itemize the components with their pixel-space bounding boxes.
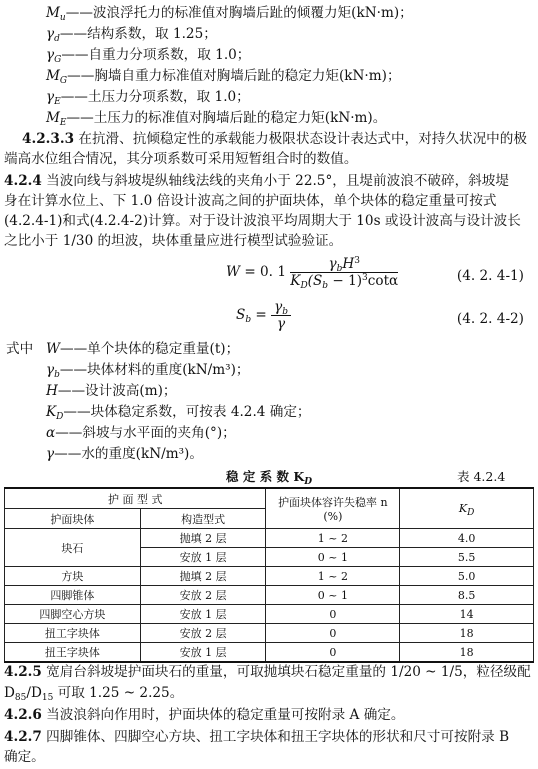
definition-item: $M_u——$波浪浮托力的标准值对胸墙后趾的倾覆力矩(kN·m)； bbox=[46, 5, 413, 23]
where-label: 式中 bbox=[6, 341, 34, 357]
section-4-2-3-3-line2: 端高水位组合情况，其分项系数可采用短暂组合时的数值。 bbox=[4, 151, 358, 167]
cell-kd: 18 bbox=[400, 624, 534, 643]
section-4-2-7-line1 bbox=[4, 728, 509, 747]
equation-4-2-4-2: $S_b$ = $\frac{\gamma_b}{\gamma}$ bbox=[236, 299, 291, 332]
equation-number: (4. 2. 4-2) bbox=[456, 311, 524, 327]
cell-kd: 8.5 bbox=[400, 586, 534, 605]
definition-item: $M_G——$胸墙自重力标准值对胸墙后趾的稳定力矩(kN·m)； bbox=[46, 68, 401, 86]
table-row bbox=[5, 567, 534, 586]
cell-structure: 抛填 2 层 bbox=[140, 567, 266, 586]
cell-structure: 安放 2 层 bbox=[140, 624, 266, 643]
header-group: 护 面 型 式 bbox=[5, 488, 266, 509]
table-row bbox=[5, 605, 534, 624]
cell-block: 方块 bbox=[5, 567, 141, 586]
section-number: 4.2.7 bbox=[4, 729, 42, 745]
table-row bbox=[5, 643, 534, 663]
eq-denominator: $K_D(S_b - 1)^3\cot\alpha$ bbox=[290, 273, 399, 291]
definition-item: α——斜坡与水平面的夹角(°)； bbox=[46, 425, 236, 441]
cell-kd: 18 bbox=[400, 643, 534, 663]
cell-block: 四脚锥体 bbox=[5, 586, 141, 605]
cell-structure: 安放 1 层 bbox=[140, 605, 266, 624]
cell-rate: 0 ~ 1 bbox=[266, 548, 400, 567]
eq-coef: = 0. 1 bbox=[244, 264, 286, 280]
definition-item: W——单个块体的稳定重量(t)； bbox=[46, 341, 240, 357]
definition-item: $\gamma_G——$自重力分项系数，取 1.0； bbox=[46, 47, 251, 65]
cell-rate: 0 bbox=[266, 624, 400, 643]
table-row bbox=[5, 586, 534, 605]
cell-kd: 5.5 bbox=[400, 548, 534, 567]
section-4-2-4-line1 bbox=[4, 172, 509, 191]
cell-structure: 安放 1 层 bbox=[140, 643, 266, 663]
paragraph-text: 宽肩台斜坡堤护面块石的重量，可取抛填块石稳定重量的 1/20 ~ 1/5，粒径级配 bbox=[46, 664, 531, 680]
definition-item: H——设计波高(m)； bbox=[46, 383, 177, 399]
section-4-2-7-line2: 确定。 bbox=[4, 749, 45, 765]
section-4-2-5-line1 bbox=[4, 663, 531, 682]
cell-structure: 安放 1 层 bbox=[140, 548, 266, 567]
cell-rate: 0 bbox=[266, 643, 400, 663]
cell-rate: 0 bbox=[266, 605, 400, 624]
table-title: 稳 定 系 数 $K_D$ bbox=[226, 469, 313, 487]
eq-numerator: $\gamma_bH^3$ bbox=[290, 256, 398, 273]
header-block: 护面块体 bbox=[5, 509, 141, 529]
eq-fraction: $\frac{\gamma_b}{\gamma}$ bbox=[271, 299, 291, 332]
section-4-2-4-line3: (4.2.4-1)和式(4.2.4-2)计算。对于设计波浪平均周期大于 10s 或设计波高与设计波长 bbox=[4, 213, 521, 229]
section-4-2-6 bbox=[4, 706, 404, 725]
definition-item: γ——水的重度(kN/m³)。 bbox=[46, 446, 203, 462]
section-4-2-3-3-line1 bbox=[22, 130, 527, 149]
section-number: 4.2.4 bbox=[4, 173, 42, 189]
section-number: 4.2.3.3 bbox=[22, 131, 75, 147]
equation-number: (4. 2. 4-1) bbox=[456, 268, 524, 284]
table-number: 表 4.2.4 bbox=[457, 469, 506, 484]
section-4-2-4-line4: 之比小于 1/30 的坦波，块体重量应进行模型试验验证。 bbox=[4, 233, 343, 249]
eq-fraction bbox=[290, 256, 398, 289]
eq-lhs: W bbox=[226, 264, 240, 280]
section-4-2-5-line2: $D_{85}/D_{15}$ 可取 1.25 ~ 2.25。 bbox=[4, 685, 184, 703]
cell-block: 扭工字块体 bbox=[5, 624, 141, 643]
header-rate: 护面块体容许失稳率 n (%) bbox=[266, 488, 400, 529]
cell-block: 四脚空心方块 bbox=[5, 605, 141, 624]
table-row bbox=[5, 624, 534, 643]
cell-structure: 安放 2 层 bbox=[140, 586, 266, 605]
section-number: 4.2.6 bbox=[4, 707, 42, 723]
section-4-2-4-line2: 身在计算水位上、下 1.0 倍设计波高之间的护面块体，单个块体的稳定重量可按式 bbox=[4, 193, 497, 209]
cell-rate: 0 ~ 1 bbox=[266, 586, 400, 605]
cell-block: 扭王字块体 bbox=[5, 643, 141, 663]
cell-kd: 5.0 bbox=[400, 567, 534, 586]
header-structure: 构造型式 bbox=[140, 509, 266, 529]
cell-block: 块石 bbox=[5, 529, 141, 567]
definition-item: $M_E——$土压力的标准值对胸墙后趾的稳定力矩(kN·m)。 bbox=[46, 110, 387, 128]
cell-kd: 4.0 bbox=[400, 529, 534, 548]
paragraph-text: 当波向线与斜坡堤纵轴线法线的夹角小于 22.5°，且堤前波浪不破碎，斜坡堤 bbox=[46, 173, 509, 189]
definition-item: $\gamma_d——$结构系数，取 1.25； bbox=[46, 26, 217, 44]
paragraph-text: 当波浪斜向作用时，护面块体的稳定重量可按附录 A 确定。 bbox=[46, 707, 405, 723]
paragraph-text: 在抗滑、抗倾稳定性的承载能力极限状态设计表达式中，对持久状况中的极 bbox=[78, 131, 527, 147]
definition-item: $\gamma_b——$块体材料的重度(kN/m³)； bbox=[46, 362, 250, 380]
definition-item: $K_D——$块体稳定系数，可按表 4.2.4 确定； bbox=[46, 404, 311, 422]
header-kd: $K_D$ bbox=[400, 488, 534, 529]
cell-kd: 14 bbox=[400, 605, 534, 624]
stability-coefficient-table bbox=[4, 487, 534, 663]
cell-structure: 抛填 2 层 bbox=[140, 529, 266, 548]
table-row bbox=[5, 529, 534, 548]
paragraph-text: 四脚锥体、四脚空心方块、扭工字块体和扭王字块体的形状和尺寸可按附录 B bbox=[46, 729, 510, 745]
cell-rate: 1 ~ 2 bbox=[266, 529, 400, 548]
definition-item: $\gamma_E——$土压力分项系数，取 1.0； bbox=[46, 89, 250, 107]
equation-4-2-4-1 bbox=[226, 256, 398, 289]
section-number: 4.2.5 bbox=[4, 664, 42, 680]
cell-rate: 1 ~ 2 bbox=[266, 567, 400, 586]
